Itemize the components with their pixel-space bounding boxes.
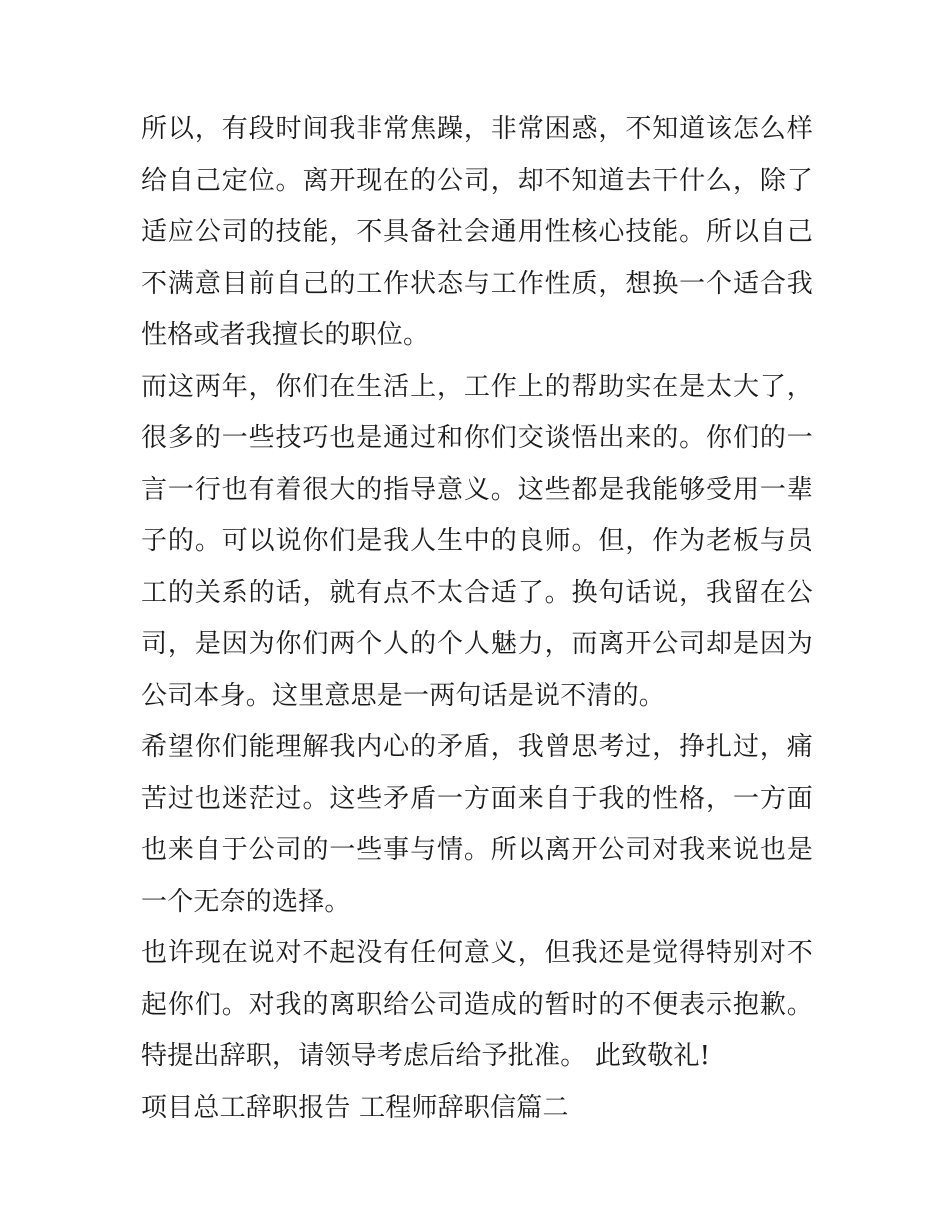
paragraph-1: 所以，有段时间我非常焦躁，非常困惑，不知道该怎么样给自己定位。离开现在的公司，却不知道去干什么，除了适应公司的技能，不具备社会通用性核心技能。所以自己不满意目前自己的工作状态与工作性质，想换一个适合我性格或者我擅长的职位。 xyxy=(141,114,813,350)
document-body xyxy=(141,104,813,1134)
paragraph-2: 而这两年，你们在生活上，工作上的帮助实在是太大了，很多的一些技巧也是通过和你们交谈悟出来的。你们的一言一行也有着很大的指导意义。这些都是我能够受用一辈子的。可以说你们是我人生中的良师。但，作为老板与员工的关系的话，就有点不太合适了。换句话说，我留在公司，是因为你们两个人的个人魅力，而离开公司却是因为公司本身。这里意思是一两句话是说不清的。 xyxy=(141,371,813,711)
paragraph-4: 也许现在说对不起没有任何意义，但我还是觉得特别对不起你们。对我的离职给公司造成的暂时的不便表示抱歉。 特提出辞职，请领导考虑后给予批准。 此致敬礼! xyxy=(141,938,813,1071)
section-heading: 项目总工辞职报告 工程师辞职信篇二 xyxy=(141,1092,569,1123)
paragraph-3: 希望你们能理解我内心的矛盾，我曾思考过，挣扎过，痛苦过也迷茫过。这些矛盾一方面来自于我的性格，一方面也来自于公司的一些事与情。所以离开公司对我来说也是一个无奈的选择。 xyxy=(141,732,813,917)
